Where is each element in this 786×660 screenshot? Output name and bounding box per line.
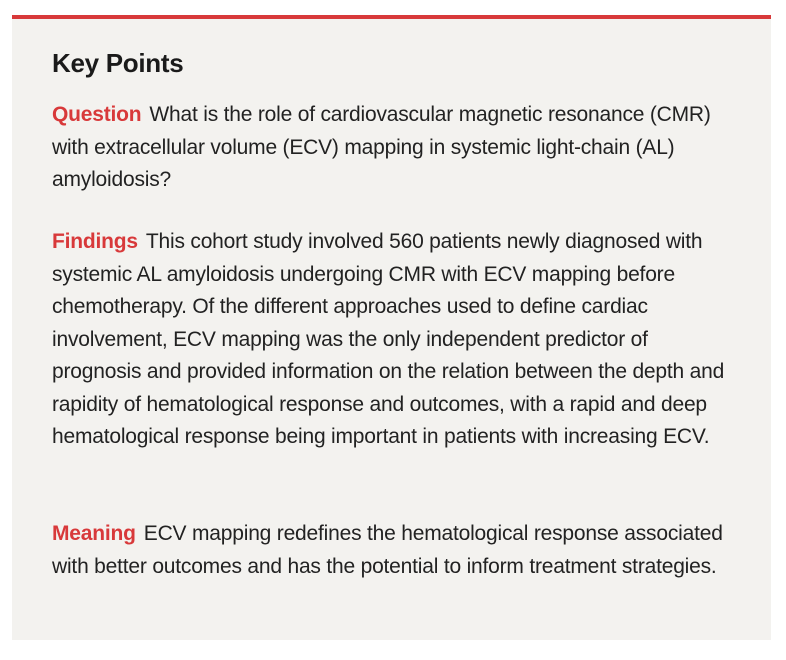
question-text: What is the role of cardiovascular magnetic resonance (CMR) with extracellular volume (ECV) mapping in systemic light-chain (AL) amyloidosis? (52, 103, 711, 191)
question-section (52, 99, 742, 197)
meaning-text: ECV mapping redefines the hematological response associated with better outcomes and has the potential to inform treatment strategies. (52, 522, 723, 578)
findings-text: This cohort study involved 560 patients newly diagnosed with systemic AL amyloidosis undergoing CMR with ECV mapping before chemotherapy. Of the different approaches used to define cardiac involvement, ECV mapping was the only independent predictor of prognosis and provided information on the relation between the depth and rapidity of hematological response and outcomes, with a rapid and deep hematological response being important in patients with increasing ECV. (52, 230, 725, 448)
question-label: Question (52, 103, 142, 126)
meaning-section (52, 518, 742, 583)
findings-section (52, 226, 742, 454)
meaning-label: Meaning (52, 522, 136, 545)
key-points-heading: Key Points (52, 48, 184, 78)
findings-label: Findings (52, 230, 138, 253)
top-accent-rule (12, 15, 771, 19)
